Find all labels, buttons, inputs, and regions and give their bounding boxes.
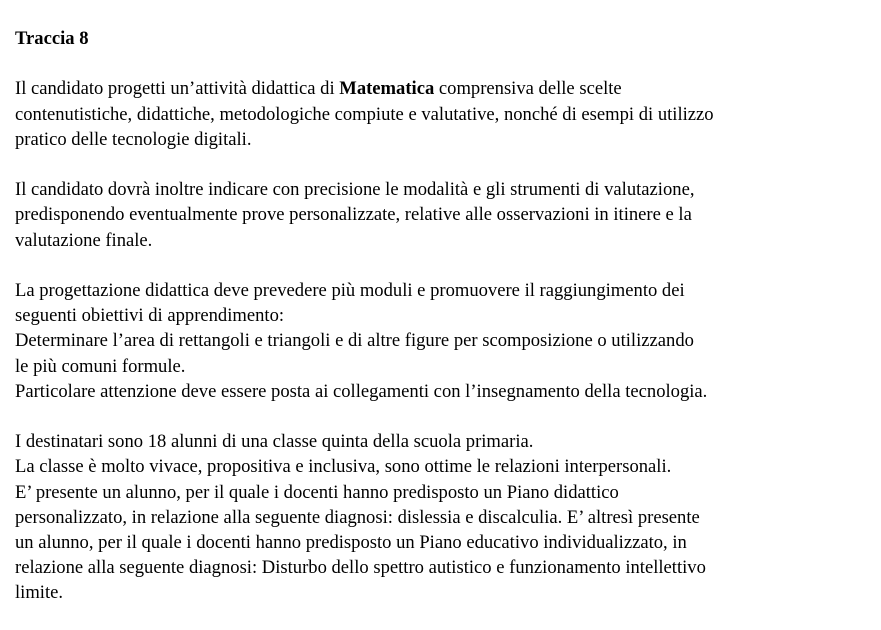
paragraph-line: relazione alla seguente diagnosi: Disturbo dello spettro autistico e funzionamento intellettivo (15, 557, 706, 579)
paragraph-class-description (15, 429, 875, 605)
paragraph-line: La classe è molto vivace, propositiva e inclusiva, sono ottime le relazioni interpersonali. (15, 456, 672, 478)
paragraph-line: limite. (15, 582, 64, 604)
subject-name: Matematica (339, 78, 435, 100)
paragraph-line (15, 76, 875, 101)
paragraph-line: predisponendo eventualmente prove personalizzate, relative alle osservazioni in itinere e la (15, 204, 692, 226)
paragraph-line: E’ presente un alunno, per il quale i docenti hanno predisposto un Piano didattico (15, 481, 619, 503)
paragraph-line: pratico delle tecnologie digitali. (15, 128, 252, 150)
paragraph-objectives (15, 278, 875, 404)
paragraph-assignment (15, 76, 875, 152)
paragraph-line: contenutistiche, didattiche, metodologiche compiute e valutative, nonché di esempi di utilizzo (15, 103, 714, 125)
paragraph-line: le più comuni formule. (15, 355, 186, 377)
paragraph-line: La progettazione didattica deve prevedere più moduli e promuovere il raggiungimento dei (15, 279, 685, 301)
paragraph-evaluation (15, 177, 875, 253)
paragraph-line: personalizzato, in relazione alla seguente diagnosi: dislessia e discalculia. E’ altresì presente (15, 506, 700, 528)
text-run: comprensiva delle scelte (434, 78, 622, 100)
paragraph-line: seguenti obiettivi di apprendimento: (15, 305, 285, 327)
paragraph-line: I destinatari sono 18 alunni di una classe quinta della scuola primaria. (15, 431, 534, 453)
paragraph-line: Il candidato dovrà inoltre indicare con precisione le modalità e gli strumenti di valutazione, (15, 179, 695, 201)
text-run: Il candidato progetti un’attività didattica di (15, 78, 340, 100)
document-page (15, 26, 875, 606)
paragraph-line: Determinare l’area di rettangoli e triangoli e di altre figure per scomposizione o utilizzando (15, 330, 694, 352)
document-title: Traccia 8 (15, 28, 89, 49)
paragraph-line: valutazione finale. (15, 229, 153, 251)
paragraph-line: Particolare attenzione deve essere posta ai collegamenti con l’insegnamento della tecnologia. (15, 380, 708, 402)
paragraph-line: un alunno, per il quale i docenti hanno predisposto un Piano educativo individualizzato, in (15, 532, 687, 553)
